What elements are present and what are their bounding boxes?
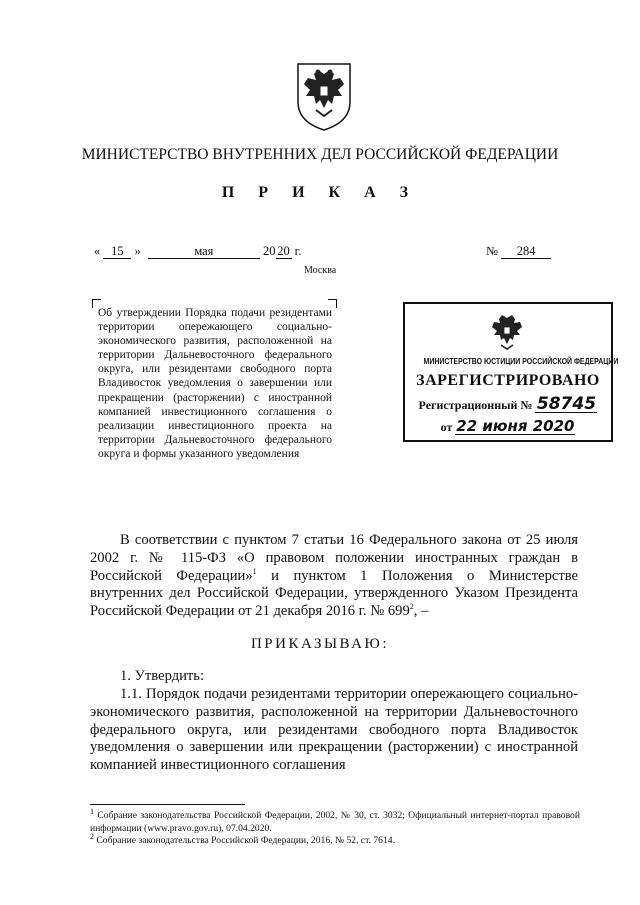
date-close-quote: » [134, 244, 141, 258]
item-1-1: 1.1. Порядок подачи резидентами территории опережающего социально-экономического развития, расположенной на территории Дальневосточного федерального округа, или резидентами свободного порта Владивосток уведомления о завершении или прекращении (расторжении) с иностранной компанией инвестиционного соглашения [90, 686, 578, 774]
item-1: 1. Утвердить: [120, 668, 205, 684]
date-line [94, 244, 301, 259]
command-heading: ПРИКАЗЫВАЮ: [250, 636, 390, 652]
stamp-reg-number: 58745 [536, 394, 597, 414]
date-day: 15 [103, 244, 131, 259]
city: Москва [304, 265, 337, 276]
footnote-1-mark: 1 [90, 806, 94, 816]
subject-text: Об утверждении Порядка подачи резидентами территории опережающего социально-экономического развития, расположенной на территории Дальневосточного федерального округа, или резидентами свободного порта Владивосток уведомления о завершении или прекращении (расторжении) с иностранной компанией инвестиционного соглашения о реализации инвестиционного проекта на территории Дальневосточного федерального округа и формы указанного уведомления [98, 307, 332, 460]
preamble-text-3: , – [413, 603, 429, 620]
footnote-ref-2: 2 [409, 602, 414, 612]
footnote-2-text: Собрание законодательства Российской Федерации, 2016, № 52, ст. 7614. [94, 835, 395, 847]
date-month: мая [148, 244, 260, 259]
footnote-ref-1: 1 [252, 566, 257, 576]
date-year-prefix: 20 [263, 244, 276, 258]
date-year-unit: г. [294, 244, 302, 258]
footnote-divider [90, 804, 245, 805]
number-label: № [486, 244, 498, 258]
footnote-2 [90, 832, 580, 848]
stamp-from-label: от [440, 420, 453, 434]
order-number [486, 244, 551, 259]
stamp-reg-number-line [405, 396, 611, 413]
footnotes [90, 806, 580, 848]
footnote-2-mark: 2 [90, 832, 94, 841]
stamp-ministry: МИНИСТЕРСТВО ЮСТИЦИИ РОССИЙСКОЙ ФЕДЕРАЦИИ [423, 356, 619, 366]
stamp-reg-date: 22 июня 2020 [456, 417, 575, 435]
registration-stamp [403, 302, 619, 442]
stamp-emblem-icon [489, 312, 525, 357]
preamble [90, 532, 578, 621]
document-type: П Р И К А З [221, 184, 419, 201]
preamble-text-2: и пунктом 1 Положения о Министерстве внутренних дел Российской Федерации, утвержденного Указом Президента Российской Федерации от 21 декабря 2016 г. № 699 [90, 567, 578, 620]
footnote-1-text: Собрание законодательства Российской Федерации, 2002, № 30, ст. 3032; Официальный интернет-портал правовой информации (www.pravo.gov.ru), 07.04.2020. [90, 810, 580, 834]
number-value: 284 [501, 244, 551, 259]
footnote-1 [90, 806, 580, 835]
ministry-title: МИНИСТЕРСТВО ВНУТРЕННИХ ДЕЛ РОССИЙСКОЙ ФЕДЕРАЦИИ [81, 146, 559, 163]
stamp-date-line [405, 418, 611, 435]
coat-of-arms-icon [294, 60, 354, 132]
date-open-quote: « [94, 244, 101, 258]
preamble-text: В соответствии с пунктом 7 статьи 16 Федерального закона от 25 июля 2002 г. № 115-ФЗ «О правовом положении иностранных граждан в Российской Федерации» [90, 532, 578, 584]
date-year-suffix: 20 [277, 244, 290, 258]
stamp-reg-label: Регистрационный № [418, 398, 533, 412]
stamp-registered: ЗАРЕГИСТРИРОВАНО [416, 372, 600, 389]
